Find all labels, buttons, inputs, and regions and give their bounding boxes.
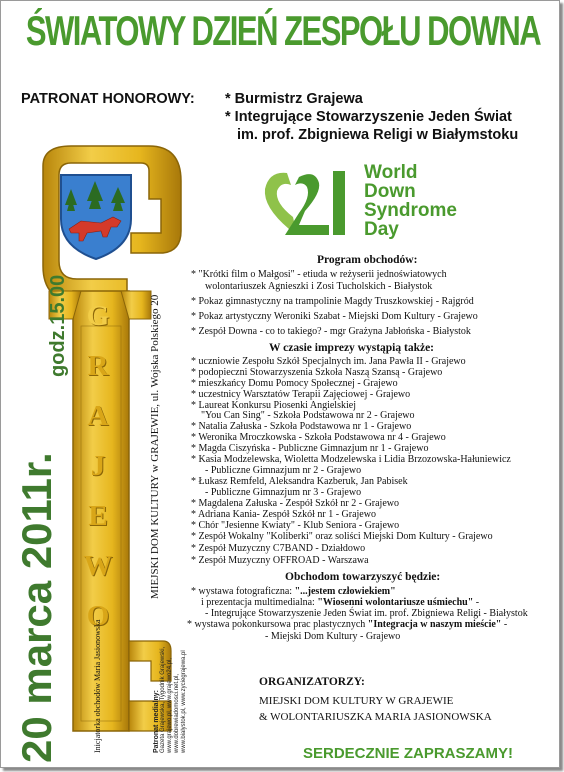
- patronat-line-1: * Burmistrz Grajewa: [225, 91, 363, 107]
- wdsd-line: World: [364, 162, 418, 183]
- media-line: www.bialystok.pl, www.zyciegrajewa.pl: [181, 650, 187, 753]
- key-letter: W: [83, 550, 113, 582]
- organizer-line: MIEJSKI DOM KULTURY W GRAJEWIE: [259, 695, 454, 707]
- performer-item: * Natalia Załuska - Szkoła Podstawowa nr 1 - Grajewo: [191, 421, 412, 432]
- performer-item: * Zespół Muzyczny C7BAND - Działdowo: [191, 543, 366, 554]
- accompany-item: - Miejski Dom Kultury - Grajewo: [265, 631, 401, 642]
- media-line: www.grajewo.pl, www.grajewo24.pl,: [167, 657, 173, 753]
- accompany-heading: Obchodom towarzyszyć będzie:: [285, 571, 441, 583]
- accompany-item: * wystawa pokonkursowa prac plastycznych "Integracja w naszym mieście" -: [187, 619, 508, 630]
- program-item: * Zespół Downa - co to takiego? - mgr Grażyna Jabłońska - Białystok: [191, 326, 471, 337]
- key-letter: E: [88, 500, 108, 532]
- performer-item: * Zespół Wokalny "Koliberki" oraz soliści Miejski Dom Kultury - Grajewo: [191, 531, 493, 542]
- wdsd-line: Day: [364, 219, 399, 240]
- performer-item: * Weronika Mroczkowska - Szkoła Podstawowa nr 4 - Grajewo: [191, 432, 446, 443]
- performer-item: * uczestnicy Warsztatów Terapii Zajęciowej - Grajewo: [191, 389, 411, 400]
- key-letter: R: [87, 350, 109, 382]
- performer-item: * Łukasz Remfeld, Aleksandra Kazberuk, Jan Pabisek: [191, 476, 408, 487]
- initiator-note: Inicjatorka obchodów Maria Jasionowska: [93, 619, 102, 753]
- performer-item: * Adriana Kania- Zespół Szkół nr 1 - Grajewo: [191, 509, 376, 520]
- organizer-line: & WOLONTARIUSZKA MARIA JASIONOWSKA: [259, 711, 492, 723]
- performer-item: "You Can Sing" - Szkoła Podstawowa nr 2 - Grajewo: [201, 410, 415, 421]
- poster-title: ŚWIATOWY DZIEŃ ZESPOŁU DOWNA: [25, 7, 541, 55]
- performer-item: * Laureat Konkursu Piosenki Angielskiej: [191, 400, 356, 411]
- event-time: godz.15.00: [47, 274, 69, 377]
- performer-item: * podopieczni Stowarzyszenia Szkoła Naszą Szansą - Grajewo: [191, 367, 443, 378]
- performer-item: * Kasia Modzelewska, Wioletta Modzelewska i Lidia Brzozowska-Hałuniewicz: [191, 454, 511, 465]
- wdsd-line: Down: [364, 181, 416, 202]
- program-item: * "Krótki film o Małgosi" - etiuda w reżyserii jednoświatowych: [191, 269, 447, 280]
- performer-item: * Chór "Jesienne Kwiaty" - Klub Seniora - Grajewo: [191, 520, 400, 531]
- wdsd-text: [364, 163, 457, 239]
- accompany-item: - Integrujące Stowarzyszenie Jeden Świat im. prof. Zbigniewa Religi - Białystok: [205, 608, 528, 619]
- media-line: Gazeta Grajewska, Tygodnik Grajewski,: [160, 646, 166, 753]
- accompany-item: * wystawa fotograficzna: "...jestem człowiekiem": [191, 586, 396, 597]
- organizers-heading: ORGANIZATORZY:: [259, 676, 365, 688]
- performer-item: * mieszkańcy Domu Pomocy Społecznej - Grajewo: [191, 378, 398, 389]
- program-item: * Pokaz gimnastyczny na trampolinie Magdy Truszkowskiej - Rajgród: [191, 296, 474, 307]
- performer-item: * Zespół Muzyczny OFFROAD - Warszawa: [191, 555, 369, 566]
- media-heading: Patronat medialny:: [153, 689, 160, 753]
- program-item: * Pokaz artystyczny Weroniki Szabat - Miejski Dom Kultury - Grajewo: [191, 311, 478, 322]
- performer-item: * Magda Ciszyńska - Publiczne Gimnazjum nr 1 - Grajewo: [191, 443, 429, 454]
- program-heading: Program obchodów:: [317, 254, 418, 266]
- key-letter: O: [86, 600, 110, 632]
- closing-invitation: SERDECZNIE ZAPRASZAMY!: [303, 745, 514, 762]
- patronat-line-3: im. prof. Zbigniewa Religi w Białymstoku: [237, 127, 519, 143]
- performer-item: * uczniowie Zespołu Szkół Specjalnych im. Jana Pawła II - Grajewo: [191, 356, 466, 367]
- performers-heading: W czasie imprezy wystąpią także:: [269, 342, 435, 354]
- performer-item: * Magdalena Załuska - Zespół Szkół nr 2 - Grajewo: [191, 498, 399, 509]
- key-letter: G: [86, 300, 110, 332]
- key-letter: A: [87, 400, 109, 432]
- patronat-line-2: * Integrujące Stowarzyszenie Jeden Świat: [225, 109, 512, 125]
- performer-item: - Publiczne Gimnazjum nr 3 - Grajewo: [205, 487, 362, 498]
- patronat-label: PATRONAT HONOROWY:: [21, 91, 195, 107]
- event-date: 20 marca 2011r.: [13, 452, 60, 763]
- key-letters: [83, 291, 113, 641]
- key-letter: J: [90, 450, 106, 482]
- accompany-item: i prezentacja multimedialna: "Wiosenni wolontariusze uśmiechu" -: [201, 597, 480, 608]
- wdsd-logo: [259, 163, 489, 243]
- performer-item: - Publiczne Gimnazjum nr 2 - Grajewo: [205, 465, 362, 476]
- media-line: www.dobrewiadomosci.net.pl,: [174, 673, 180, 753]
- wdsd-line: Syndrome: [364, 200, 457, 221]
- venue-address: MIEJSKI DOM KULTURY w GRAJEWIE, ul. Wojska Polskiego 20: [149, 294, 161, 599]
- program-item: wolontariuszek Agnieszki i Zosi Tucholskich - Białystok: [205, 281, 433, 292]
- wdsd-heart-icon: [259, 163, 363, 243]
- media-patrons: [153, 647, 188, 753]
